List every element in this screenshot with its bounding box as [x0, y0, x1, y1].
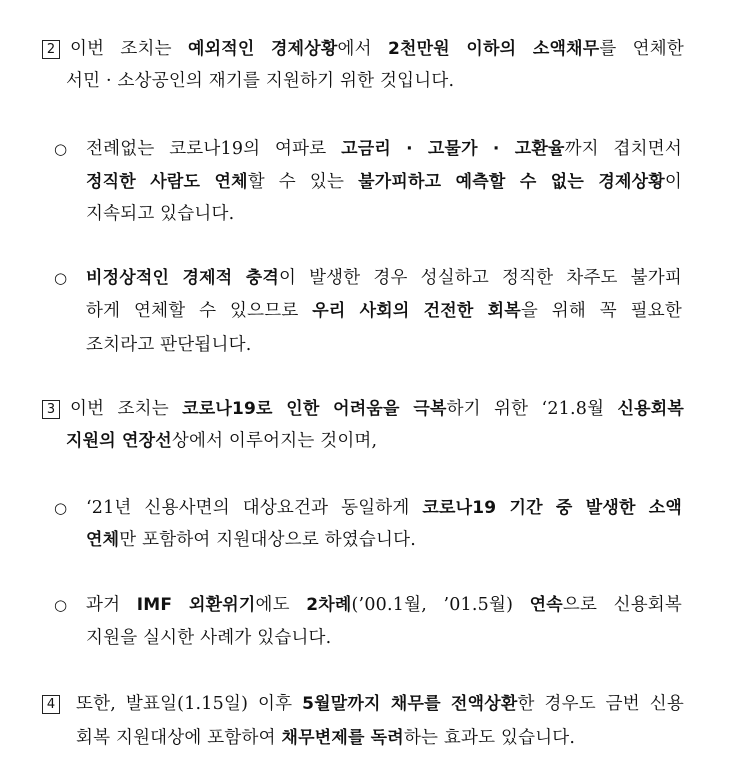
text-line — [86, 267, 682, 289]
text-span: 에도 — [255, 595, 307, 615]
number-box-4: 4 — [42, 695, 60, 714]
text-span: 상에서 이루어지는 것이며, — [171, 431, 378, 451]
bold-span: 2천만원 이하의 소액채무 — [387, 39, 600, 59]
text-line — [86, 529, 416, 551]
bold-span: 고금리 · 고물가 · 고환율 — [341, 139, 565, 159]
text-line — [86, 171, 682, 193]
text-line — [70, 38, 684, 60]
bold-span: 코로나19 기간 중 발생한 소액 — [422, 498, 682, 518]
text-span: 하기 위한 ‘21.8월 — [446, 399, 618, 419]
text-span: 지원을 실시한 사례가 있습니다. — [86, 628, 332, 648]
bold-span: 정직한 사람도 연체 — [86, 172, 248, 192]
bold-span: 불가피하고 예측할 수 없는 경제상황 — [358, 172, 665, 192]
text-span: 에서 — [337, 39, 388, 59]
bullet-circle: ○ — [54, 499, 68, 517]
text-span: 지속되고 있습니다. — [86, 204, 235, 224]
text-line — [66, 430, 377, 452]
text-line — [86, 627, 331, 649]
text-line — [86, 594, 682, 616]
number-box-2: 2 — [42, 40, 60, 59]
text-line — [86, 497, 682, 519]
text-span: 으로 신용회복 — [562, 595, 683, 615]
text-span: 회복 지원대상에 포함하여 — [76, 728, 282, 748]
bold-span: 비정상적인 경제적 충격 — [86, 268, 279, 288]
bold-span: 지원의 연장선 — [66, 431, 172, 451]
text-line — [86, 300, 682, 322]
text-line — [76, 727, 575, 749]
text-span: 를 연체한 — [599, 39, 684, 59]
bullet-circle: ○ — [54, 140, 68, 158]
text-span: 조치라고 판단됩니다. — [86, 335, 252, 355]
bold-span: 코로나19로 인한 어려움을 극복 — [182, 399, 447, 419]
text-line — [86, 138, 682, 160]
text-line — [86, 203, 234, 225]
text-span: 또한, 발표일(1.15일) 이후 — [76, 694, 303, 714]
text-span: ‘21년 신용사면의 대상요건과 동일하게 — [86, 498, 423, 518]
bold-span: 연속 — [529, 595, 563, 615]
bold-span: 5월말까지 채무를 전액상환 — [302, 694, 518, 714]
number-box-3: 3 — [42, 400, 60, 419]
text-span: 서민 · 소상공인의 재기를 지원하기 위한 것입니다. — [66, 71, 455, 91]
text-line — [76, 693, 684, 715]
text-line — [86, 334, 251, 356]
text-span: 이번 조치는 — [70, 39, 188, 59]
text-span: 까지 겹치면서 — [564, 139, 682, 159]
text-span: 할 수 있는 — [247, 172, 359, 192]
bold-span: IMF 외환위기 — [136, 595, 256, 615]
text-span: 이 — [664, 172, 682, 192]
text-span: (’00.1월, ’01.5월) — [351, 595, 530, 615]
text-span: 하는 효과도 있습니다. — [403, 728, 576, 748]
bold-span: 채무변제를 독려 — [281, 728, 404, 748]
text-span: 을 위해 꼭 필요한 — [520, 301, 682, 321]
text-line — [70, 398, 684, 420]
bold-span: 예외적인 경제상황 — [187, 39, 338, 59]
bold-span: 연체 — [86, 530, 120, 550]
bullet-circle: ○ — [54, 596, 68, 614]
bullet-circle: ○ — [54, 269, 68, 287]
text-span: 이 발생한 경우 성실하고 정직한 차주도 불가피 — [278, 268, 682, 288]
bold-span: 2차례 — [306, 595, 352, 615]
text-span: 한 경우도 금번 신용 — [517, 694, 684, 714]
text-span: 이번 조치는 — [70, 399, 183, 419]
text-span: 하게 연체할 수 있으므로 — [86, 301, 313, 321]
text-line — [66, 70, 454, 92]
text-span: 만 포함하여 지원대상으로 하였습니다. — [119, 530, 416, 550]
bold-span: 우리 사회의 건전한 회복 — [312, 301, 521, 321]
bold-span: 신용회복 — [617, 399, 684, 419]
text-span: 과거 — [86, 595, 137, 615]
text-span: 전례없는 코로나19의 여파로 — [86, 139, 342, 159]
